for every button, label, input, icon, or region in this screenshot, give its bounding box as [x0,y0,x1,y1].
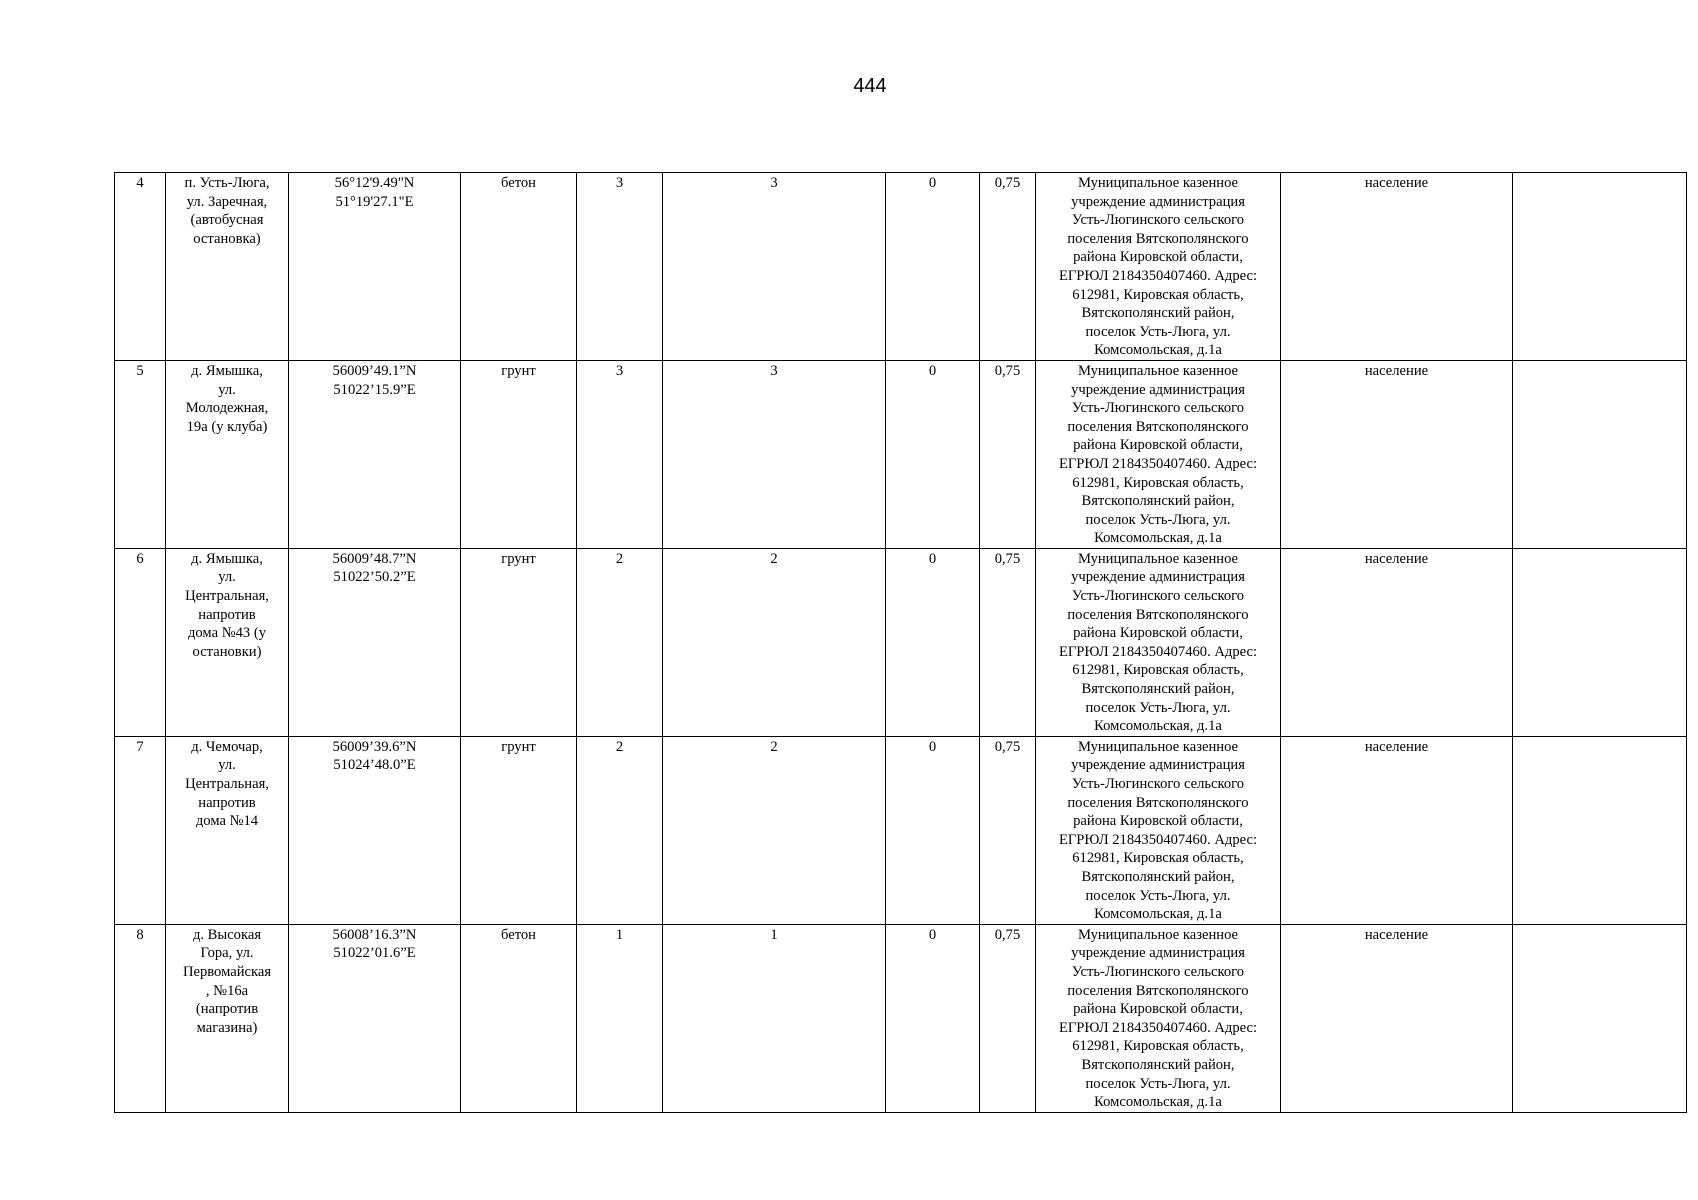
cell-count-a: 2 [577,736,663,924]
cell-source: население [1281,736,1513,924]
page-number: 444 [853,75,887,97]
container-sites-table [114,172,1687,1113]
cell-count-c: 0 [886,736,980,924]
cell-number: 4 [115,173,166,361]
cell-address: д. Высокая Гора, ул. Первомайская , №16а (напротив магазина) [166,924,289,1112]
cell-source: население [1281,548,1513,736]
table-row [115,173,1687,361]
cell-number: 6 [115,548,166,736]
cell-surface: бетон [461,924,577,1112]
cell-count-b: 1 [663,924,886,1112]
cell-source: население [1281,173,1513,361]
cell-address: д. Ямышка, ул. Молодежная, 19а (у клуба) [166,360,289,548]
cell-address: п. Усть-Люга, ул. Заречная, (автобусная остановка) [166,173,289,361]
cell-count-b: 3 [663,173,886,361]
cell-extra [1513,360,1687,548]
cell-surface: грунт [461,360,577,548]
cell-volume: 0,75 [980,360,1036,548]
table-row [115,924,1687,1112]
cell-count-c: 0 [886,360,980,548]
cell-extra [1513,173,1687,361]
cell-surface: бетон [461,173,577,361]
cell-volume: 0,75 [980,924,1036,1112]
cell-volume: 0,75 [980,173,1036,361]
cell-coordinates: 56°12'9.49"N 51°19'27.1"E [289,173,461,361]
cell-number: 7 [115,736,166,924]
cell-count-c: 0 [886,173,980,361]
cell-surface: грунт [461,736,577,924]
table-row [115,736,1687,924]
cell-coordinates: 56008’16.3”N 51022’01.6”E [289,924,461,1112]
cell-address: д. Чемочар, ул. Центральная, напротив дома №14 [166,736,289,924]
cell-owner: Муниципальное казенное учреждение администрация Усть-Люгинского сельского поселения Вятскополянского района Кировской области, ЕГРЮЛ 2184350407460. Адрес: 612981, Кировская область, Вятскополянский район, поселок Усть-Люга, ул. Комсомольская, д.1а [1036,548,1281,736]
cell-count-b: 3 [663,360,886,548]
table-row [115,360,1687,548]
cell-coordinates: 56009’49.1”N 51022’15.9”E [289,360,461,548]
cell-count-b: 2 [663,548,886,736]
cell-surface: грунт [461,548,577,736]
cell-volume: 0,75 [980,548,1036,736]
table-row [115,548,1687,736]
cell-volume: 0,75 [980,736,1036,924]
cell-count-c: 0 [886,924,980,1112]
cell-count-a: 3 [577,173,663,361]
cell-owner: Муниципальное казенное учреждение администрация Усть-Люгинского сельского поселения Вятскополянского района Кировской области, ЕГРЮЛ 2184350407460. Адрес: 612981, Кировская область, Вятскополянский район, поселок Усть-Люга, ул. Комсомольская, д.1а [1036,736,1281,924]
cell-owner: Муниципальное казенное учреждение администрация Усть-Люгинского сельского поселения Вятскополянского района Кировской области, ЕГРЮЛ 2184350407460. Адрес: 612981, Кировская область, Вятскополянский район, поселок Усть-Люга, ул. Комсомольская, д.1а [1036,360,1281,548]
cell-count-b: 2 [663,736,886,924]
cell-extra [1513,736,1687,924]
cell-extra [1513,924,1687,1112]
cell-address: д. Ямышка, ул. Центральная, напротив дома №43 (у остановки) [166,548,289,736]
cell-count-a: 3 [577,360,663,548]
cell-owner: Муниципальное казенное учреждение администрация Усть-Люгинского сельского поселения Вятскополянского района Кировской области, ЕГРЮЛ 2184350407460. Адрес: 612981, Кировская область, Вятскополянский район, поселок Усть-Люга, ул. Комсомольская, д.1а [1036,924,1281,1112]
cell-count-c: 0 [886,548,980,736]
cell-extra [1513,548,1687,736]
cell-owner: Муниципальное казенное учреждение администрация Усть-Люгинского сельского поселения Вятскополянского района Кировской области, ЕГРЮЛ 2184350407460. Адрес: 612981, Кировская область, Вятскополянский район, поселок Усть-Люга, ул. Комсомольская, д.1а [1036,173,1281,361]
cell-source: население [1281,360,1513,548]
cell-coordinates: 56009’48.7”N 51022’50.2”E [289,548,461,736]
cell-source: население [1281,924,1513,1112]
cell-count-a: 1 [577,924,663,1112]
cell-number: 8 [115,924,166,1112]
cell-count-a: 2 [577,548,663,736]
cell-coordinates: 56009’39.6”N 51024’48.0”E [289,736,461,924]
cell-number: 5 [115,360,166,548]
